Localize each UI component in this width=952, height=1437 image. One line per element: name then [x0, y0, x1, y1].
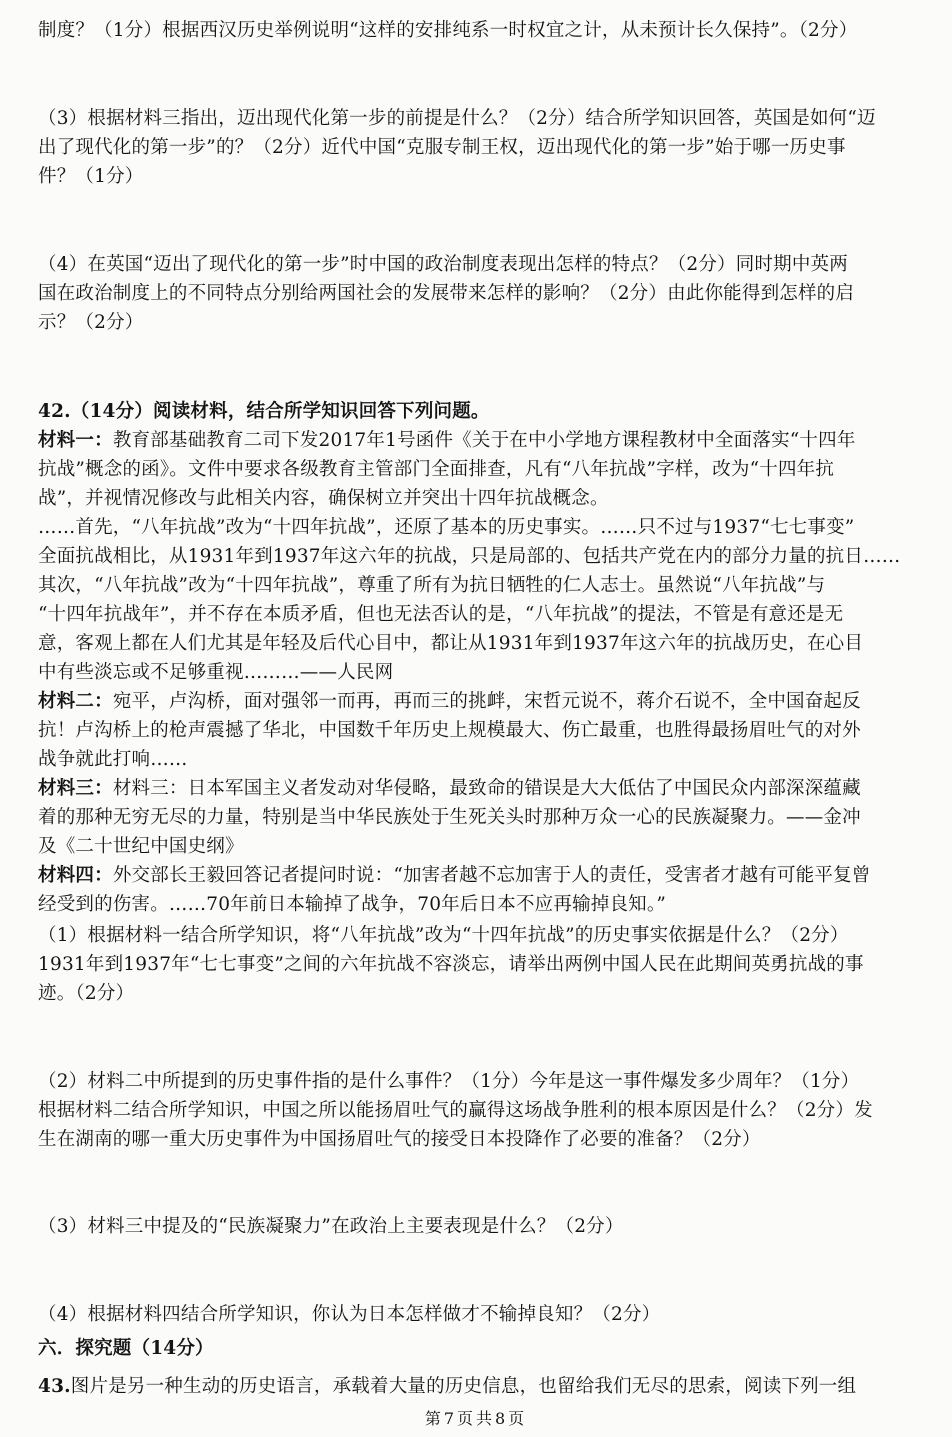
material-4-label: 材料四： — [38, 865, 113, 886]
q42-sub-1-line-1: （1）根据材料一结合所学知识，将“八年抗战”改为“十四年抗战”的历史事实依据是什么？（2分） — [38, 925, 849, 946]
q42-material-3-line-2: 着的那种无穷无尽的力量，特别是当中华民族处于生死关头时那种万众一心的民族凝聚力。——金冲 — [38, 807, 861, 828]
q42-sub-2-line-1: （2）材料二中所提到的历史事件指的是什么事件？（1分）今年是这一事件爆发多少周年？（1分） — [38, 1071, 860, 1092]
material-3-text: 材料三：日本军国主义者发动对华侵略，最致命的错误是大大低估了中国民众内部深深蕴藏 — [112, 778, 861, 799]
q43-text: 图片是另一种生动的历史语言，承载着大量的历史信息，也留给我们无尽的思索，阅读下列一组 — [70, 1376, 857, 1397]
q42-material-1-line-9: 中有些淡忘或不足够重视………——人民网 — [38, 662, 394, 683]
q43-line-1 — [38, 1374, 918, 1400]
q42-material-3-line-3: 及《二十世纪中国史纲》 — [38, 836, 244, 857]
q42-sub-1-line-3: 迹。（2分） — [38, 983, 135, 1004]
section-6-heading: 六．探究题（14分） — [38, 1338, 214, 1359]
q42-material-1-line-5: 全面抗战相比，从1931年到1937年这六年的抗战，只是局部的、包括共产党在内的部分力量的抗日…… — [38, 546, 901, 567]
q41-3-line-3: 件？（1分） — [38, 166, 144, 187]
q42-material-1-line-7: “十四年抗战年”，并不存在本质矛盾，但也无法否认的是，“八年抗战”的提法，不管是有意还是无 — [38, 604, 844, 625]
q42-material-2-line-2: 抗！卢沟桥上的枪声震撼了华北，中国数千年历史上规模最大、伤亡最重，也胜得最扬眉吐气的对外 — [38, 720, 861, 741]
q42-material-2-line-3: 战争就此打响…… — [38, 749, 188, 770]
q42-sub-1-line-2: 1931年到1937年“七七事变”之间的六年抗战不容淡忘，请举出两例中国人民在此期间英勇抗战的事 — [38, 954, 864, 975]
q43-number: 43. — [38, 1376, 71, 1397]
q42-material-1-line-4: ……首先，“八年抗战”改为“十四年抗战”，还原了基本的历史事实。……只不过与1937“七七事变” — [38, 517, 855, 538]
q42-material-1-line-3: 战”，并视情况修改与此相关内容，确保树立并突出十四年抗战概念。 — [38, 488, 609, 509]
q42-material-1-line-2: 抗战”概念的函》。文件中要求各级教育主管部门全面排查，凡有“八年抗战”字样，改为“十四年抗 — [38, 459, 835, 480]
material-1-text: 教育部基础教育二司下发2017年1号函件《关于在中小学地方课程教材中全面落实“十四年 — [112, 430, 856, 451]
page-footer: 第7页共8页 — [424, 1409, 528, 1428]
q42-sub-2-line-2: 根据材料二结合所学知识，中国之所以能扬眉吐气的赢得这场战争胜利的根本原因是什么？（2分）发 — [38, 1100, 873, 1121]
q42-sub-4: （4）根据材料四结合所学知识，你认为日本怎样做才不输掉良知？（2分） — [38, 1304, 661, 1325]
q41-3-line-2: 出了现代化的第一步”的？（2分）近代中国“克服专制王权，迈出现代化的第一步”始于哪一历史事 — [38, 137, 846, 158]
q41-continued-line: 制度？（1分）根据西汉历史举例说明“这样的安排纯系一时权宜之计，从未预计长久保持”。（2分） — [38, 20, 858, 41]
material-2-text: 宛平，卢沟桥，面对强邻一而再，再而三的挑衅，宋哲元说不，蒋介石说不，全中国奋起反 — [112, 691, 861, 712]
q41-3-line-1: （3）根据材料三指出，迈出现代化第一步的前提是什么？（2分）结合所学知识回答，英国是如何“迈 — [38, 108, 876, 129]
material-4-text: 外交部长王毅回答记者提问时说：“加害者越不忘加害于人的责任，受害者才越有可能平复曾 — [112, 865, 871, 886]
material-2-label: 材料二： — [38, 691, 113, 712]
q42-material-4-line-2: 经受到的伤害。……70年前日本输掉了战争，70年后日本不应再输掉良知。” — [38, 894, 666, 915]
q42-material-4-line-1 — [38, 863, 918, 889]
q41-4-line-3: 示？（2分） — [38, 312, 144, 333]
q42-material-2-line-1 — [38, 689, 918, 715]
q42-material-1-line-8: 意，客观上都在人们尤其是年轻及后代心目中，都让从1931年到1937年这六年的抗战历史，在心目 — [38, 633, 864, 654]
q42-sub-3: （3）材料三中提及的“民族凝聚力”在政治上主要表现是什么？（2分） — [38, 1216, 624, 1237]
q42-material-1-line-6: 其次，“八年抗战”改为“十四年抗战”，尊重了所有为抗日牺牲的仁人志士。虽然说“八年抗战”与 — [38, 575, 826, 596]
q41-4-line-2: 国在政治制度上的不同特点分别给两国社会的发展带来怎样的影响？（2分）由此你能得到怎样的启 — [38, 283, 855, 304]
material-3-label: 材料三： — [38, 778, 113, 799]
q42-material-3-line-1 — [38, 776, 918, 802]
q42-heading: 42.（14分）阅读材料，结合所学知识回答下列问题。 — [38, 401, 490, 422]
q42-material-1-line-1 — [38, 428, 918, 454]
q42-sub-2-line-3: 生在湖南的哪一重大历史事件为中国扬眉吐气的接受日本投降作了必要的准备？（2分） — [38, 1129, 761, 1150]
q41-4-line-1: （4）在英国“迈出了现代化的第一步”时中国的政治制度表现出怎样的特点？（2分）同时期中英两 — [38, 254, 848, 275]
material-1-label: 材料一： — [38, 430, 113, 451]
